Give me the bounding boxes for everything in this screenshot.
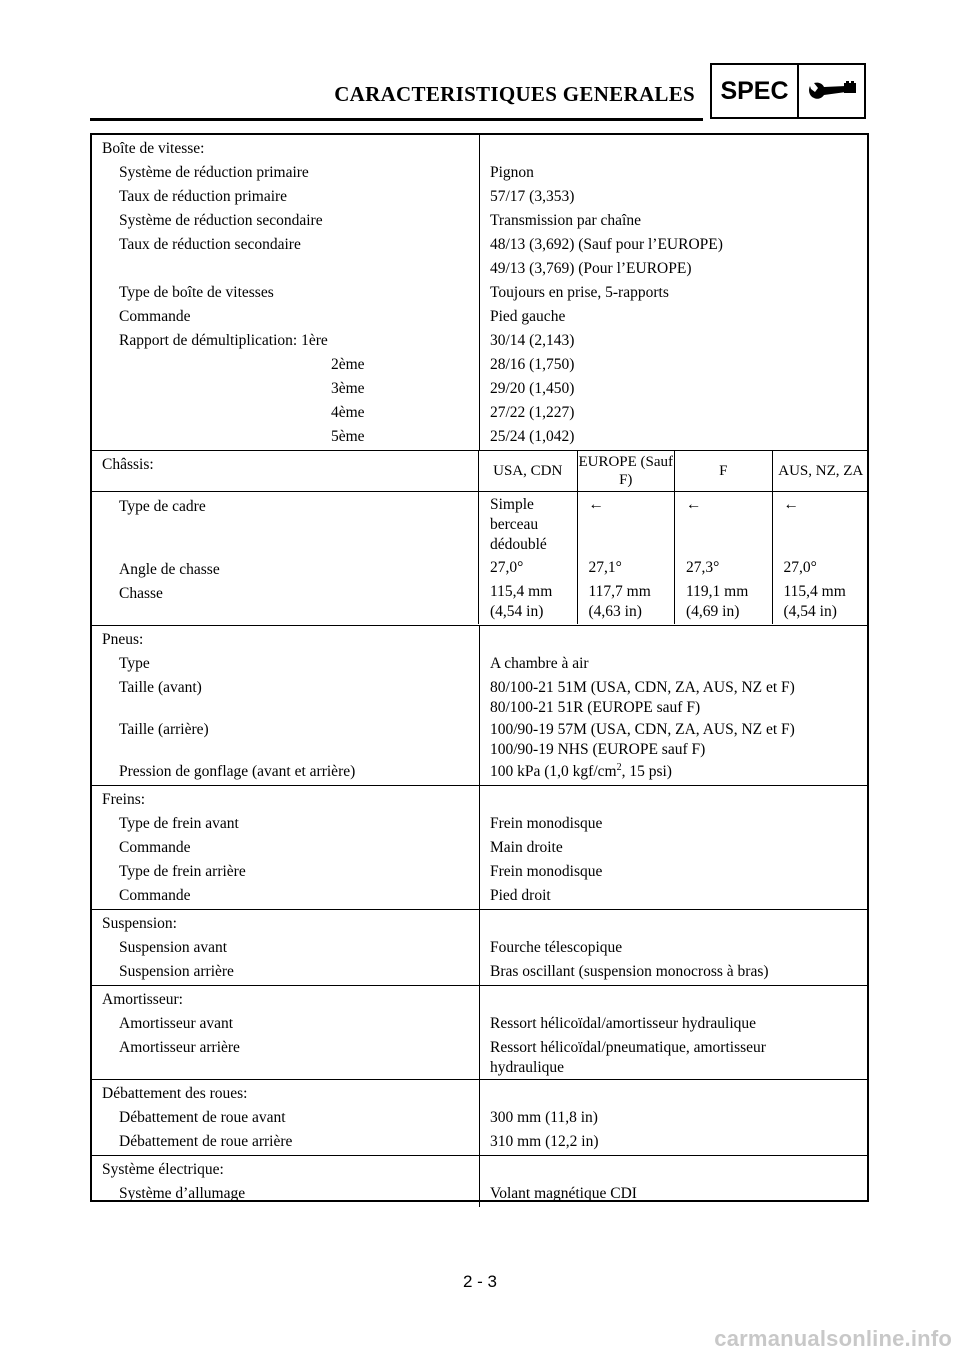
section-title: Boîte de vitesse:	[102, 140, 205, 157]
spec-row: Commande Pied droit	[119, 887, 551, 904]
section-title: Pneus:	[102, 631, 144, 648]
spec-row: Type A chambre à air	[119, 655, 589, 672]
column-header: AUS, NZ, ZA	[772, 451, 870, 491]
spec-row: Type de cadre Simple berceau dédoublé ← ← ←	[92, 492, 867, 558]
spec-row: Taille (arrière) 100/90-19 57M (USA, CDN, ZA, AUS, NZ et F) 100/90-19 NHS (EUROPE sauf F)	[119, 721, 795, 758]
page-number: 2 - 3	[462, 1272, 498, 1291]
ratio-row: 4ème 27/22 (1,227)	[331, 404, 575, 421]
wrench-icon	[799, 65, 864, 117]
section-title: Châssis:	[92, 451, 479, 491]
spec-row: Commande Pied gauche	[119, 308, 566, 325]
header-rule	[90, 118, 703, 121]
section-title: Amortisseur:	[102, 991, 183, 1008]
spec-row: Système de réduction primaire Pignon	[119, 164, 534, 181]
spec-row: 49/13 (3,769) (Pour l’EUROPE)	[490, 260, 692, 277]
column-header: USA, CDN	[493, 463, 563, 479]
section-gearbox	[92, 135, 867, 451]
ratio-row: Rapport de démultiplication: 1ère 30/14 (2,143)	[119, 332, 575, 349]
column-header: F	[674, 451, 772, 491]
section-shock-absorber	[92, 986, 867, 1080]
spec-row: Amortisseur avant Ressort hélicoïdal/amortisseur hydraulique	[119, 1015, 757, 1032]
spec-row: Système d’allumage Volant magnétique CDI	[119, 1185, 637, 1202]
watermark: carmanualsonline.info	[714, 1326, 952, 1351]
section-chassis	[92, 451, 867, 626]
spec-row: Chasse 115,4 mm (4,54 in) 117,7 mm (4,63 in) 119,1 mm (4,69 in) 115,4 mm (4,54 in)	[92, 582, 867, 624]
spec-row: Taille (avant) 80/100-21 51M (USA, CDN, ZA, AUS, NZ et F) 80/100-21 51R (EUROPE sauf F)	[119, 679, 795, 716]
spec-row: Angle de chasse 27,0° 27,1° 27,3° 27,0°	[92, 558, 867, 582]
specifications-table	[90, 133, 869, 1202]
spec-row: Suspension arrière Bras oscillant (suspension monocross à bras)	[119, 963, 769, 980]
section-suspension	[92, 910, 867, 986]
ratio-row: 5ème 25/24 (1,042)	[331, 428, 575, 445]
section-title: Suspension:	[102, 915, 177, 932]
section-brakes	[92, 786, 867, 910]
spec-badge-label: SPEC	[712, 65, 799, 117]
spec-row: Système de réduction secondaire Transmission par chaîne	[119, 212, 641, 229]
spec-row: Amortisseur arrière Ressort hélicoïdal/pneumatique, amortisseur hydraulique	[119, 1039, 766, 1076]
spec-row: Type de frein arrière Frein monodisque	[119, 863, 603, 880]
section-wheel-travel	[92, 1080, 867, 1156]
column-header: EUROPE (Sauf F)	[577, 451, 675, 491]
spec-row: Taux de réduction primaire 57/17 (3,353)	[119, 188, 575, 205]
spec-row: Type de frein avant Frein monodisque	[119, 815, 603, 832]
spec-row: Débattement de roue arrière 310 mm (12,2 in)	[119, 1133, 599, 1150]
section-title: Freins:	[102, 791, 146, 808]
ratio-row: 2ème 28/16 (1,750)	[331, 356, 575, 373]
section-title: Débattement des roues:	[102, 1085, 248, 1102]
spec-row: Suspension avant Fourche télescopique	[119, 939, 623, 956]
section-tires	[92, 626, 867, 786]
spec-row: Pression de gonflage (avant et arrière) 100 kPa (1,0 kgf/$cm^2$, 15 psi)	[119, 761, 672, 780]
spec-row: Débattement de roue avant 300 mm (11,8 in)	[119, 1109, 598, 1126]
page-header-title: CARACTERISTIQUES GENERALES	[334, 82, 695, 106]
spec-row: Type de boîte de vitesses Toujours en prise, 5-rapports	[119, 284, 669, 301]
spec-row: Commande Main droite	[119, 839, 563, 856]
spec-badge	[710, 63, 866, 119]
spec-row: Taux de réduction secondaire 48/13 (3,692) (Sauf pour l’EUROPE)	[119, 236, 723, 253]
section-electrical	[92, 1156, 867, 1207]
ratio-row: 3ème 29/20 (1,450)	[331, 380, 575, 397]
section-title: Système électrique:	[102, 1161, 224, 1178]
